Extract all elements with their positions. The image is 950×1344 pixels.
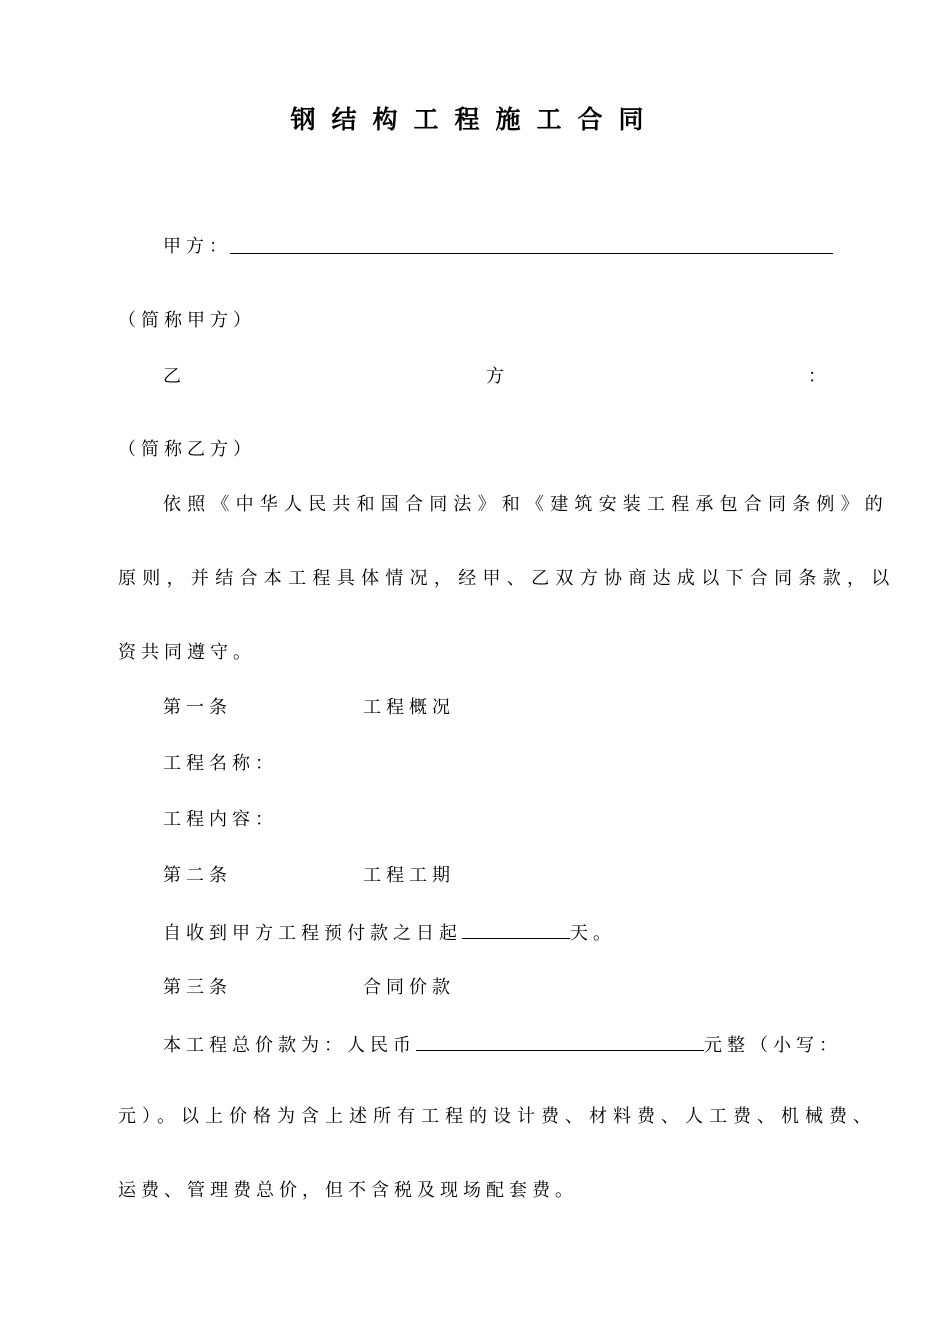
- article-1-title: 工程概况: [363, 697, 455, 718]
- price-line-3: 运费、管理费总价，但不含税及现场配套费。: [118, 1180, 578, 1201]
- price-text-after: 元整（小写：: [704, 1035, 842, 1056]
- intro-line-3: 资共同遵守。: [118, 642, 256, 663]
- intro-line-1: 依照《中华人民共和国合同法》和《建筑安装工程承包合同条例》的: [163, 494, 889, 515]
- article-2-number: 第二条: [163, 865, 232, 886]
- article-3-number: 第三条: [163, 977, 232, 998]
- duration-days-blank[interactable]: [462, 920, 570, 939]
- party-b-short: （简称乙方）: [118, 439, 256, 460]
- duration-text-after: 天。: [570, 923, 616, 944]
- article-3-title: 合同价款: [363, 977, 455, 998]
- party-a-line: [163, 235, 232, 259]
- article-1-number: 第一条: [163, 697, 232, 718]
- duration-text-before: 自收到甲方工程预付款之日起: [163, 923, 462, 944]
- party-b-char1: 乙: [163, 366, 186, 387]
- price-amount-blank[interactable]: [416, 1032, 704, 1051]
- project-name-label: 工程名称：: [163, 753, 278, 774]
- duration-line: [163, 920, 616, 946]
- intro-line-2: 原则，并结合本工程具体情况，经甲、乙双方协商达成以下合同条款，以: [118, 568, 896, 589]
- party-a-blank[interactable]: [230, 253, 833, 254]
- price-text-before: 本工程总价款为：人民币: [163, 1035, 416, 1056]
- party-b-char2: 方: [486, 366, 509, 387]
- party-b-colon: ：: [808, 366, 831, 387]
- party-a-short: （简称甲方）: [118, 310, 256, 331]
- party-a-label: 甲方：: [163, 236, 232, 257]
- article-2-title: 工程工期: [363, 865, 455, 886]
- price-line: [163, 1032, 842, 1058]
- project-content-label: 工程内容：: [163, 809, 278, 830]
- document-title: 钢结构工程施工合同: [290, 105, 660, 134]
- price-line-2: 元）。以上价格为含上述所有工程的设计费、材料费、人工费、机械费、: [118, 1106, 877, 1127]
